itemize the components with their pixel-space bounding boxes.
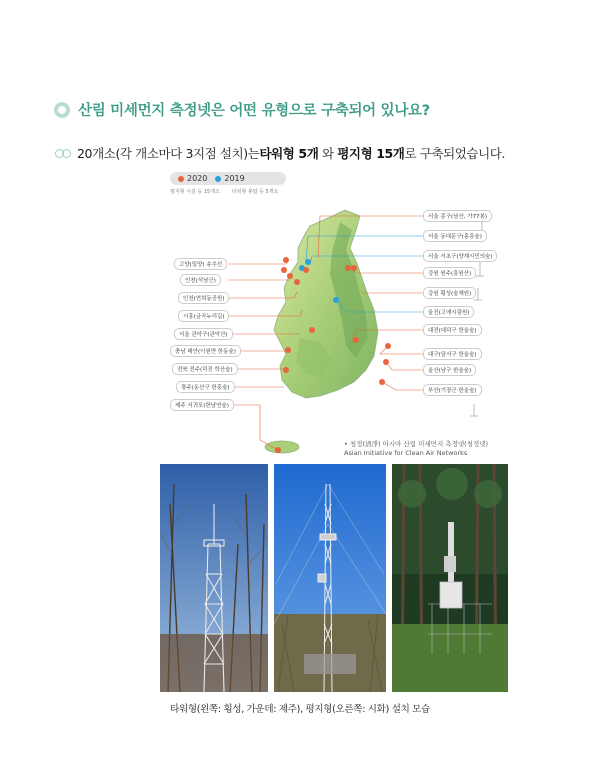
map-label-jeonju: 전북 전주(덕진 학산숲) <box>172 363 238 375</box>
map-label-incheon-seoknam: 인천(석남군) <box>180 274 221 286</box>
map-label-seoul-jung: 서울 종구(남산, 가77봉) <box>423 210 492 222</box>
map-label-goyang: 고양(밀양) 송추선 <box>174 258 227 270</box>
jeju-island-shape <box>265 441 299 453</box>
map-label-incheon-park: 인천(연희동공원) <box>178 292 229 304</box>
photo-tower-hoengseong <box>160 464 268 692</box>
photo-flat-sihwa <box>392 464 508 692</box>
map-label-seoul-seocho: 서울 서초구(양재시민의숲) <box>423 250 497 262</box>
map-label-ulsan: 울산(남구 한울숲) <box>423 364 476 376</box>
map-label-seoul-gwanak: 서울 관악구(관악산) <box>174 328 233 340</box>
map-label-gwangju: 광주(동산구 한흥숲) <box>176 381 235 393</box>
station-marker <box>345 265 351 271</box>
station-marker <box>283 367 289 373</box>
station-marker <box>309 327 315 333</box>
map-label-jeju: 제주 서귀포(한남연숲) <box>170 399 234 411</box>
summary-line <box>55 144 505 162</box>
photo-tower-jeju <box>274 464 386 692</box>
station-marker <box>303 267 309 273</box>
map-label-wonju: 강원 원주(흥원산) <box>423 267 476 279</box>
map-label-hoengseong: 강원 횡성(숲체원) <box>423 287 476 299</box>
station-marker <box>294 279 300 285</box>
section-heading <box>54 99 430 120</box>
map-label-seoul-dongdaemun: 서울 동대문구(홍릉숲) <box>423 230 487 242</box>
legend-item-2019: 2019 <box>215 174 244 183</box>
summary-tower-count: 타워형 5개 <box>259 146 319 161</box>
station-marker <box>281 267 287 273</box>
map-source-note: • 청정(清淨) 아시아 산림 미세먼지 측정넷(청정넷) Asian Initiative for Clean Air Networks <box>344 440 489 457</box>
station-marker <box>283 257 289 263</box>
map-label-daegu: 대구(달서구 한울숲) <box>423 348 482 360</box>
legend-note: 평지형 시설 등 15개소 타워형 봉탑 등 5개소 <box>170 189 279 195</box>
station-marker <box>333 297 339 303</box>
map-label-taean: 충남 태안(이원면 한동숲) <box>170 345 241 357</box>
summary-flat-count: 평지형 15개 <box>337 146 405 161</box>
station-marker <box>383 359 389 365</box>
station-marker <box>385 343 391 349</box>
station-marker <box>305 259 311 265</box>
station-marker <box>285 347 291 353</box>
summary-part1: 20개소(각 개소마다 3지점 설치)는 <box>77 146 260 161</box>
map-label-busan: 부산(기장군 한울숲) <box>423 384 482 396</box>
station-marker <box>275 447 281 453</box>
station-map-figure <box>160 170 500 460</box>
station-marker <box>379 379 385 385</box>
summary-part3: 로 구축되었습니다. <box>404 146 506 161</box>
station-marker <box>351 265 357 271</box>
map-label-daejeon: 대전(대덕구 한울숲) <box>423 324 482 336</box>
photo-caption: 타워형(왼쪽: 횡성, 가운데: 제주), 평지형(오른쪽: 시화) 설치 모습 <box>170 704 430 715</box>
installation-photos <box>160 464 508 692</box>
heading-text: 산림 미세먼지 측정넷은 어떤 유형으로 구축되어 있나요? <box>78 103 430 119</box>
circle-bullet-icon <box>54 102 70 118</box>
station-marker <box>287 273 293 279</box>
station-marker <box>353 337 359 343</box>
map-label-uljin: 울진(고애시림원) <box>423 306 474 318</box>
map-label-siheung: 시흥(금곡누리길) <box>178 310 229 322</box>
summary-part2: 와 <box>318 146 338 161</box>
legend-item-2020: 2020 <box>178 174 207 183</box>
double-circle-bullet-icon <box>55 149 71 158</box>
